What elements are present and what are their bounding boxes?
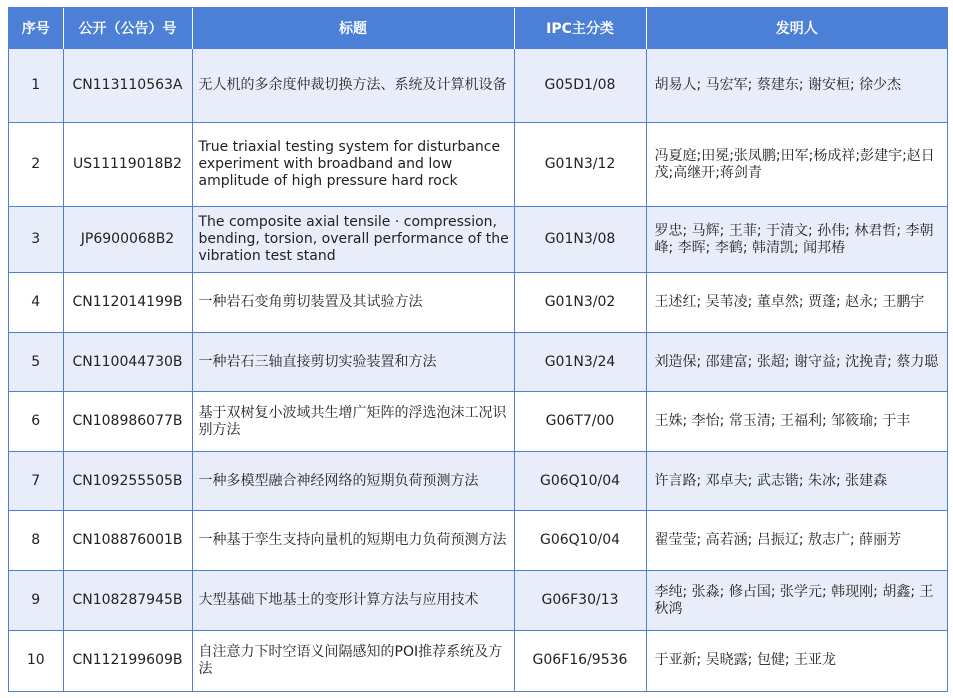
table-row: [9, 333, 947, 392]
header-row: [9, 8, 947, 49]
table-row: [9, 452, 947, 511]
cell-ipc: G06F16/9536: [514, 631, 646, 691]
table-row: [9, 392, 947, 452]
table-row: [9, 123, 947, 207]
cell-ipc: G01N3/24: [514, 333, 646, 392]
cell-ipc: G06T7/00: [514, 392, 646, 452]
cell-no: 7: [9, 452, 63, 511]
cell-pub-number: US11119018B2: [63, 123, 192, 207]
cell-no: 3: [9, 207, 63, 273]
header-pub: 公开（公告）号: [63, 8, 192, 49]
table-row: [9, 511, 947, 571]
cell-inventors: 刘造保; 邵建富; 张超; 谢守益; 沈挽青; 蔡力聪: [646, 333, 947, 392]
cell-ipc: G01N3/12: [514, 123, 646, 207]
patent-table-frame: [8, 7, 948, 692]
cell-no: 6: [9, 392, 63, 452]
cell-title: 无人机的多余度仲裁切换方法、系统及计算机设备: [192, 49, 514, 123]
header-ipc: IPC主分类: [514, 8, 646, 49]
cell-no: 2: [9, 123, 63, 207]
cell-inventors: 罗忠; 马辉; 王菲; 于清文; 孙伟; 林君哲; 李朝峰; 李晖; 李鹤; 韩清凯; 闻邦椿: [646, 207, 947, 273]
cell-pub-number: CN108287945B: [63, 571, 192, 631]
cell-title: 大型基础下地基土的变形计算方法与应用技术: [192, 571, 514, 631]
cell-pub-number: CN112014199B: [63, 273, 192, 333]
cell-inventors: 李纯; 张淼; 修占国; 张学元; 韩现刚; 胡鑫; 王秋鸿: [646, 571, 947, 631]
cell-pub-number: CN110044730B: [63, 333, 192, 392]
cell-inventors: 于亚新; 吴晓露; 包健; 王亚龙: [646, 631, 947, 691]
cell-title: 一种基于孪生支持向量机的短期电力负荷预测方法: [192, 511, 514, 571]
cell-no: 10: [9, 631, 63, 691]
header-title: 标题: [192, 8, 514, 49]
cell-ipc: G06F30/13: [514, 571, 646, 631]
cell-inventors: 许言路; 邓卓夫; 武志锴; 朱冰; 张建森: [646, 452, 947, 511]
cell-pub-number: CN108986077B: [63, 392, 192, 452]
cell-title: The composite axial tensile · compression, bending, torsion, overall performance of the vibration test stand: [192, 207, 514, 273]
cell-title: True triaxial testing system for disturbance experiment with broadband and low amplitude of high pressure hard rock: [192, 123, 514, 207]
cell-ipc: G05D1/08: [514, 49, 646, 123]
cell-no: 8: [9, 511, 63, 571]
cell-title: 基于双树复小波域共生增广矩阵的浮选泡沫工况识别方法: [192, 392, 514, 452]
cell-no: 4: [9, 273, 63, 333]
cell-pub-number: JP6900068B2: [63, 207, 192, 273]
table-row: [9, 49, 947, 123]
cell-inventors: 翟莹莹; 高若涵; 吕振辽; 敖志广; 薛丽芳: [646, 511, 947, 571]
cell-no: 1: [9, 49, 63, 123]
cell-ipc: G01N3/02: [514, 273, 646, 333]
table-row: [9, 273, 947, 333]
cell-inventors: 王姝; 李怡; 常玉清; 王福利; 邹筱瑜; 于丰: [646, 392, 947, 452]
cell-pub-number: CN109255505B: [63, 452, 192, 511]
table-row: [9, 631, 947, 691]
cell-ipc: G01N3/08: [514, 207, 646, 273]
cell-pub-number: CN108876001B: [63, 511, 192, 571]
cell-inventors: 王述红; 吴苇凌; 董卓然; 贾蓬; 赵永; 王鹏宇: [646, 273, 947, 333]
header-inventors: 发明人: [646, 8, 947, 49]
cell-title: 一种岩石变角剪切装置及其试验方法: [192, 273, 514, 333]
cell-inventors: 胡易人; 马宏军; 蔡建东; 谢安桓; 徐少杰: [646, 49, 947, 123]
patent-table: [9, 8, 947, 691]
cell-ipc: G06Q10/04: [514, 452, 646, 511]
table-row: [9, 571, 947, 631]
cell-title: 自注意力下时空语义间隔感知的POI推荐系统及方法: [192, 631, 514, 691]
header-no: 序号: [9, 8, 63, 49]
cell-title: 一种多模型融合神经网络的短期负荷预测方法: [192, 452, 514, 511]
cell-no: 9: [9, 571, 63, 631]
cell-title: 一种岩石三轴直接剪切实验装置和方法: [192, 333, 514, 392]
cell-pub-number: CN113110563A: [63, 49, 192, 123]
cell-inventors: 冯夏庭;田冕;张凤鹏;田军;杨成祥;彭建宇;赵日茂;高继开;蒋剑青: [646, 123, 947, 207]
cell-ipc: G06Q10/04: [514, 511, 646, 571]
table-row: [9, 207, 947, 273]
cell-no: 5: [9, 333, 63, 392]
cell-pub-number: CN112199609B: [63, 631, 192, 691]
